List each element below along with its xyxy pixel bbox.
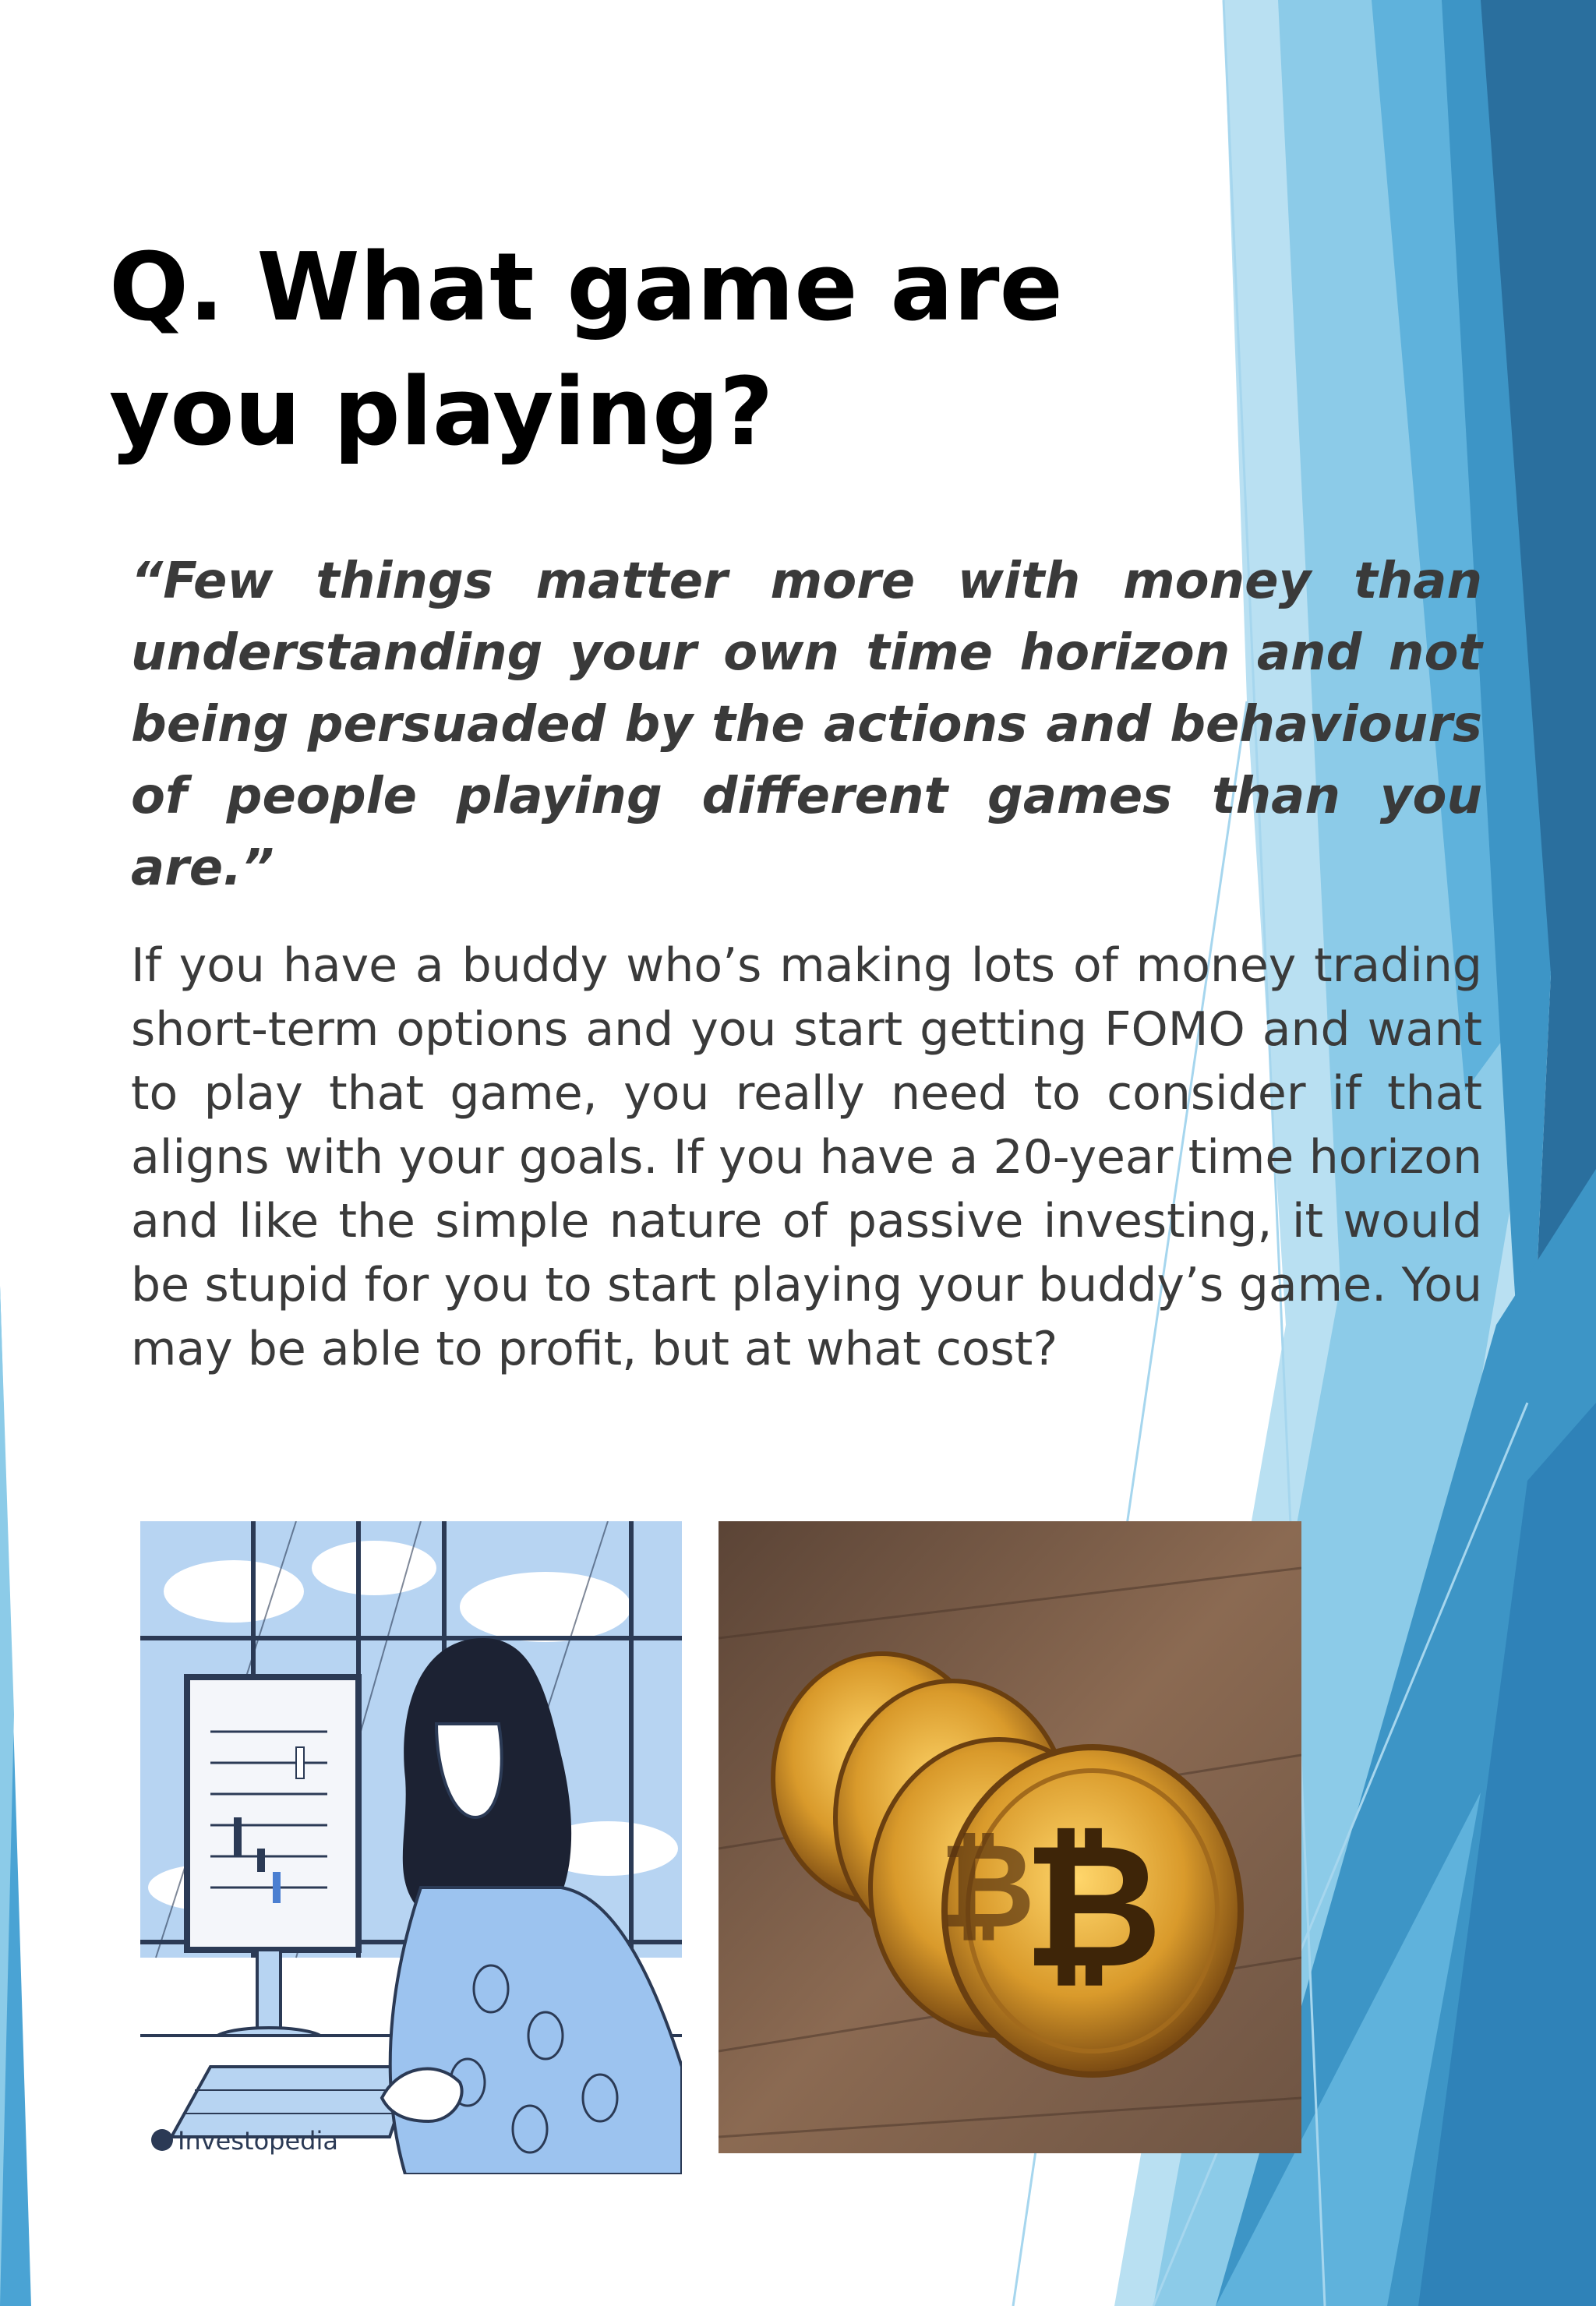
investopedia-watermark: Investopedia <box>178 2126 338 2156</box>
trader-illustration-image <box>140 1521 682 2174</box>
svg-text:₿: ₿ <box>939 1819 1036 1955</box>
svg-text:₿: ₿ <box>1022 1806 1163 2006</box>
quote-text: “Few things matter more with money than understanding your own time horizon and not being persuaded by the actions and behaviours of people playing different games than you are.” <box>131 553 1482 897</box>
body-paragraph: If you have a buddy who’s making lots of money trading short-term options and you start getting FOMO and want to play that game, you really need to consider if that aligns with your goals. If you have a 20-year time horizon and like the simple nature of passive investing, it would be stupid for you to start playing your buddy’s game. You may be able to profit, but at what cost? <box>131 938 1482 1376</box>
page-title: Q. What game are you playing? <box>109 234 1063 467</box>
bitcoin-coins-image <box>719 1521 1301 2153</box>
